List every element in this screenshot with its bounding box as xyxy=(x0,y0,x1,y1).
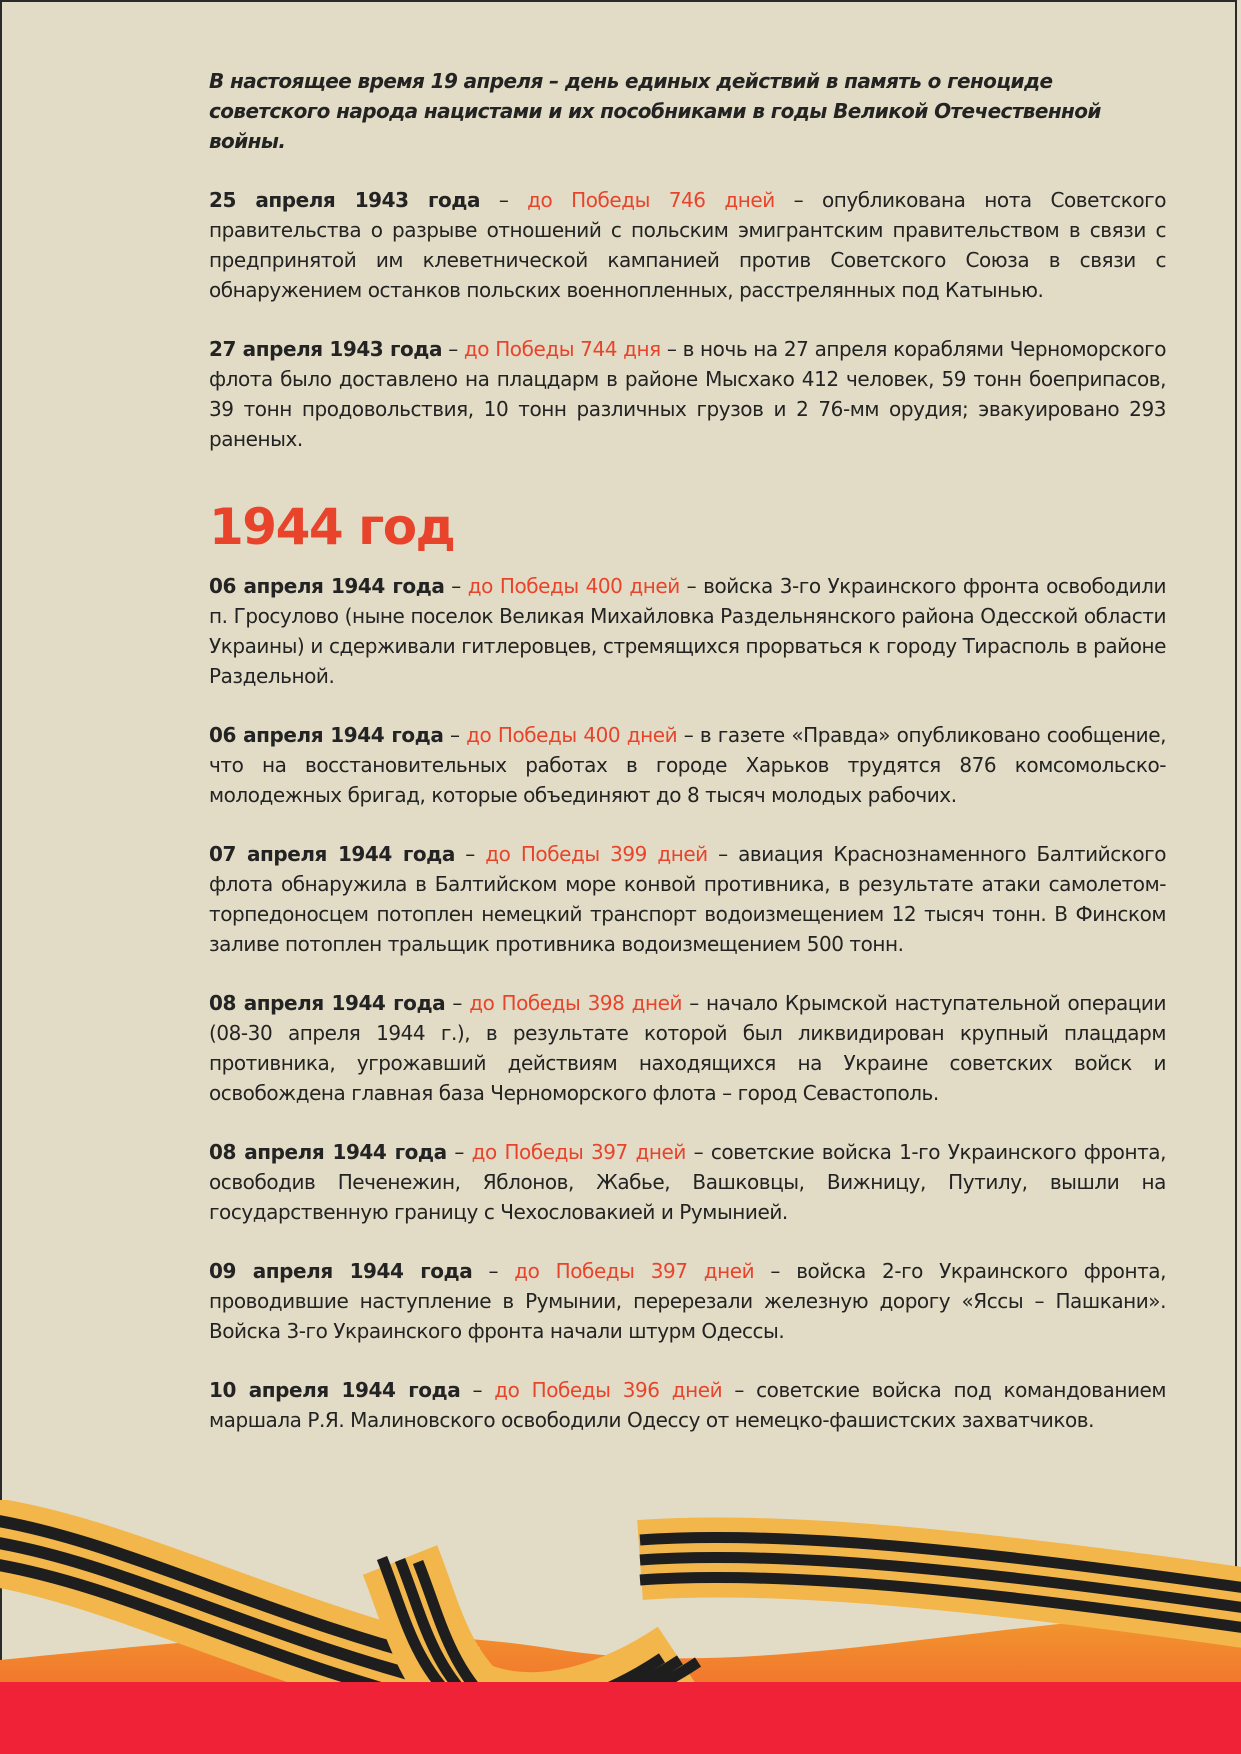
separator: – xyxy=(677,723,700,747)
timeline-entry xyxy=(209,1375,1166,1435)
ribbon-right xyxy=(640,1537,1241,1630)
separator: – xyxy=(472,1259,515,1283)
entry-countdown: до Победы 399 дней xyxy=(485,842,708,866)
entry-countdown: до Победы 744 дня xyxy=(463,337,661,361)
entry-countdown: до Победы 397 дней xyxy=(514,1259,755,1283)
separator: – xyxy=(774,188,822,212)
timeline-entry xyxy=(209,988,1166,1108)
entry-text: советские войска 1-го Украинского фронта, освободив Печенежин, Яблонов, Жабье, Вашковцы, Вижницу, Путилу, вышли на государственную границу с Чехословакией и Румынией. xyxy=(209,1140,1167,1224)
separator: – xyxy=(444,574,468,598)
entry-date: 10 апреля 1944 года xyxy=(209,1378,461,1402)
separator: – xyxy=(460,1378,495,1402)
entry-text: войска 3-го Украинского фронта освободили п. Гросулово (ныне поселок Великая Михайловка Раздельнянского района Одесской области Украины) и сдерживали гитлеровцев, стремящихся прорваться к городу Тирасполь в районе Раздельной. xyxy=(209,574,1167,688)
separator: – xyxy=(660,337,683,361)
entry-date: 06 апреля 1944 года xyxy=(209,723,444,747)
entry-countdown: до Победы 400 дней xyxy=(466,723,678,747)
separator: – xyxy=(754,1259,797,1283)
separator: – xyxy=(685,1140,711,1164)
separator: – xyxy=(682,991,706,1015)
separator: – xyxy=(480,188,528,212)
entry-date: 25 апреля 1943 года xyxy=(209,188,481,212)
entry-text: начало Крымской наступательной операции (08-30 апреля 1944 г.), в результате которой был ликвидирован крупный плацдарм противника, угрожавший действиям находящихся на Украине советских войск и освобождена главная база Черноморского флота – город Севастополь. xyxy=(209,991,1167,1105)
entry-text: в газете «Правда» опубликовано сообщение, что на восстановительных работах в городе Харьков трудятся 876 комсомольско-молодежных бригад, которые объединяют до 8 тысяч молодых рабочих. xyxy=(209,723,1166,807)
timeline-entry xyxy=(209,1137,1166,1227)
entry-date: 08 апреля 1944 года xyxy=(209,1140,447,1164)
entry-text: в ночь на 27 апреля кораблями Черноморского флота было доставлено на плацдарм в районе Мысхако 412 человек, 59 тонн боеприпасов, 39 тонн продовольствия, 10 тонн различных грузов и 2 76-мм орудия; эвакуировано 293 раненых. xyxy=(209,337,1166,451)
timeline-entry xyxy=(209,839,1166,959)
timeline-entry xyxy=(209,185,1166,305)
separator: – xyxy=(454,842,486,866)
entry-text: войска 2-го Украинского фронта, проводившие наступление в Румынии, перерезали железную дорогу «Яссы – Пашкани». Войска 3-го Украинского фронта начали штурм Одессы. xyxy=(209,1259,1167,1343)
entry-text: опубликована нота Советского правительства о разрыве отношений с польским эмигрантским правительством в связи с предпринятой им клеветнической кампанией против Советского Союза в связи с обнаружением останков польских военнопленных, расстрелянных под Катынью. xyxy=(209,188,1166,302)
entry-date: 08 апреля 1944 года xyxy=(209,991,446,1015)
entry-date: 06 апреля 1944 года xyxy=(209,574,445,598)
intro-paragraph: В настоящее время 19 апреля – день единых действий в память о геноциде советского народа нацистами и их пособниками в годы Великой Отечественной войны. xyxy=(209,69,1101,153)
st-george-ribbon-decoration xyxy=(0,1500,1241,1754)
entry-text: авиация Краснознаменного Балтийского флота обнаружила в Балтийском море конвой противника, в результате атаки самолетом-торпедоносцем потоплен немецкий транспорт водоизмещением 12 тысяч тонн. В Финском заливе потоплен тральщик противника водоизмещением 500 тонн. xyxy=(209,842,1167,956)
entry-countdown: до Победы 400 дней xyxy=(467,574,680,598)
timeline-entry xyxy=(209,1256,1166,1346)
timeline-entry xyxy=(209,571,1166,691)
bottom-red-band xyxy=(0,1682,1241,1754)
timeline-entry xyxy=(209,334,1166,454)
entry-date: 27 апреля 1943 года xyxy=(209,337,443,361)
entry-countdown: до Победы 397 дней xyxy=(471,1140,686,1164)
separator: – xyxy=(445,991,470,1015)
entry-countdown: до Победы 398 дней xyxy=(469,991,683,1015)
separator: – xyxy=(442,337,464,361)
separator: – xyxy=(443,723,467,747)
entry-countdown: до Победы 396 дней xyxy=(494,1378,723,1402)
entry-date: 09 апреля 1944 года xyxy=(209,1259,473,1283)
entry-text: советские войска под командованием маршала Р.Я. Малиновского освободили Одессу от немецко-фашистских захватчиков. xyxy=(209,1378,1166,1432)
document-body xyxy=(209,66,1166,1464)
timeline-entry xyxy=(209,720,1166,810)
entry-countdown: до Победы 746 дней xyxy=(527,188,775,212)
entry-date: 07 апреля 1944 года xyxy=(209,842,455,866)
separator: – xyxy=(679,574,704,598)
separator: – xyxy=(707,842,739,866)
separator: – xyxy=(722,1378,757,1402)
separator: – xyxy=(446,1140,472,1164)
year-heading: 1944 год xyxy=(209,498,455,556)
